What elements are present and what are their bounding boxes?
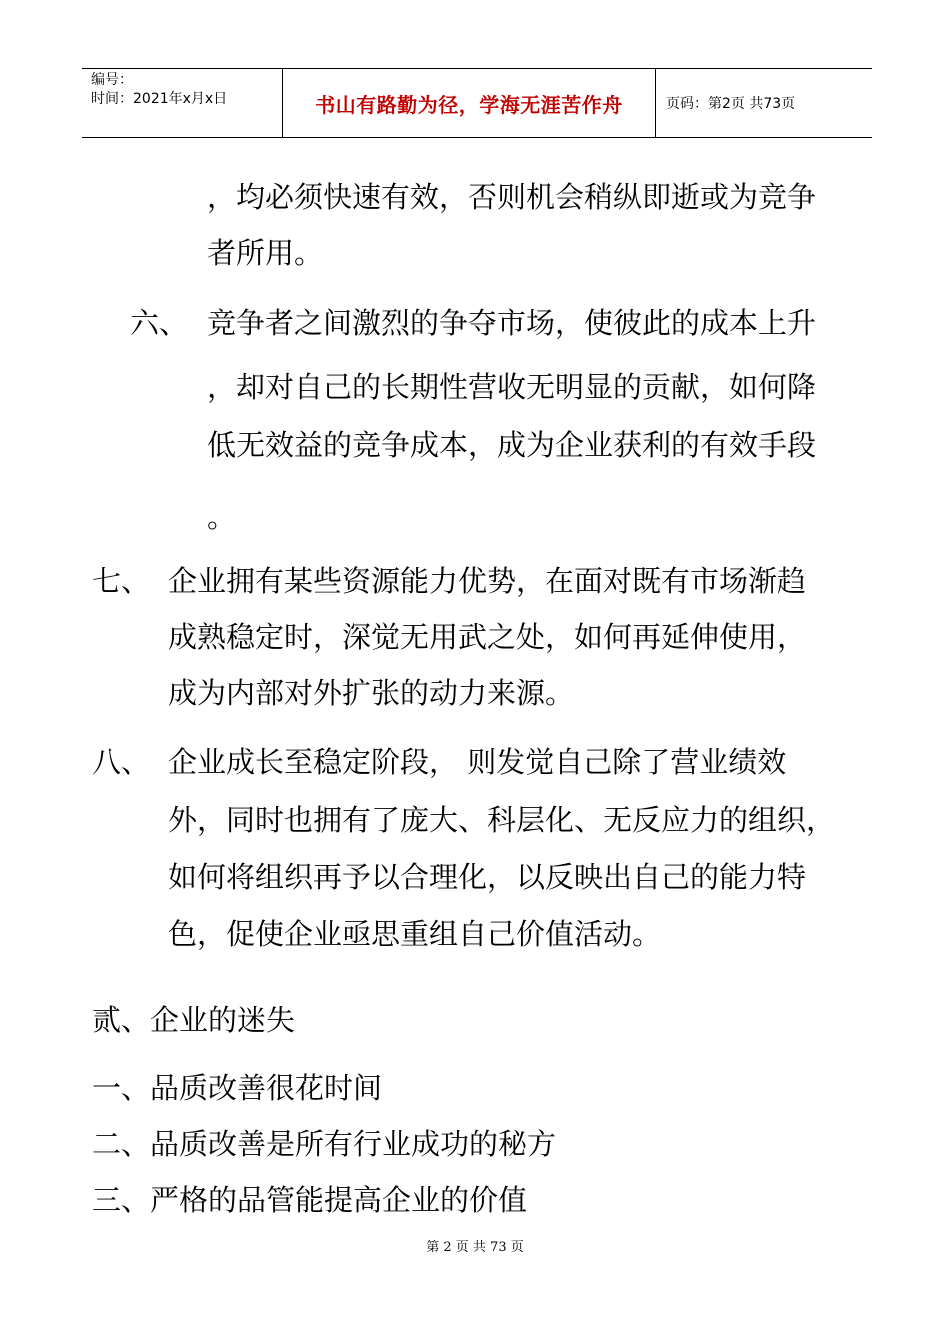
paragraph-line: 企业拥有某些资源能力优势，在面对既有市场渐趋	[168, 564, 807, 598]
paragraph-line: ，均必须快速有效，否则机会稍纵即逝或为竞争	[207, 180, 817, 214]
footer-page-number: 第 2 页 共 73 页	[426, 1240, 524, 1255]
list-number: 七、	[92, 564, 151, 598]
section-title: 贰、企业的迷失	[92, 1003, 296, 1037]
list-item: 二、品质改善是所有行业成功的秘方	[92, 1127, 557, 1161]
list-item: 一、品质改善很花时间	[92, 1071, 383, 1105]
page-footer	[0, 1236, 950, 1255]
header-page-cell	[656, 69, 872, 137]
paragraph-line: 低无效益的竞争成本，成为企业获利的有效手段	[207, 428, 817, 462]
paragraph-line: 色，促使企业亟思重组自己价值活动。	[168, 917, 662, 951]
paragraph-line: 如何将组织再予以合理化，以反映出自己的能力特	[168, 860, 807, 894]
list-number: 八、	[92, 745, 151, 779]
list-item: 三、严格的品管能提高企业的价值	[92, 1183, 528, 1217]
header-left-cell	[82, 69, 283, 137]
header-page-info: 页码：第2页 共73页	[666, 96, 796, 112]
paragraph-line: 。	[207, 500, 237, 534]
paragraph-line: 竞争者之间激烈的争夺市场，使彼此的成本上升	[207, 306, 817, 340]
document-number-label: 编号：	[91, 72, 133, 88]
paragraph-line: 外，同时也拥有了庞大、科层化、无反应力的组织，	[168, 803, 836, 837]
paragraph-line: ，却对自己的长期性营收无明显的贡献，如何降	[207, 370, 817, 404]
paragraph-line: 企业成长至稳定阶段， 则发觉自己除了营业绩效	[168, 745, 787, 779]
paragraph-line: 成为内部对外扩张的动力来源。	[168, 676, 575, 710]
paragraph-line: 成熟稳定时，深觉无用武之处，如何再延伸使用，	[168, 620, 807, 654]
header-motto-cell	[283, 69, 656, 137]
header-motto: 书山有路勤为径，学海无涯苦作舟	[315, 92, 623, 117]
document-time-label: 时间：2021年x月x日	[91, 91, 228, 107]
header-table	[82, 68, 872, 138]
list-number: 六、	[130, 306, 189, 340]
paragraph-line: 者所用。	[207, 236, 324, 270]
